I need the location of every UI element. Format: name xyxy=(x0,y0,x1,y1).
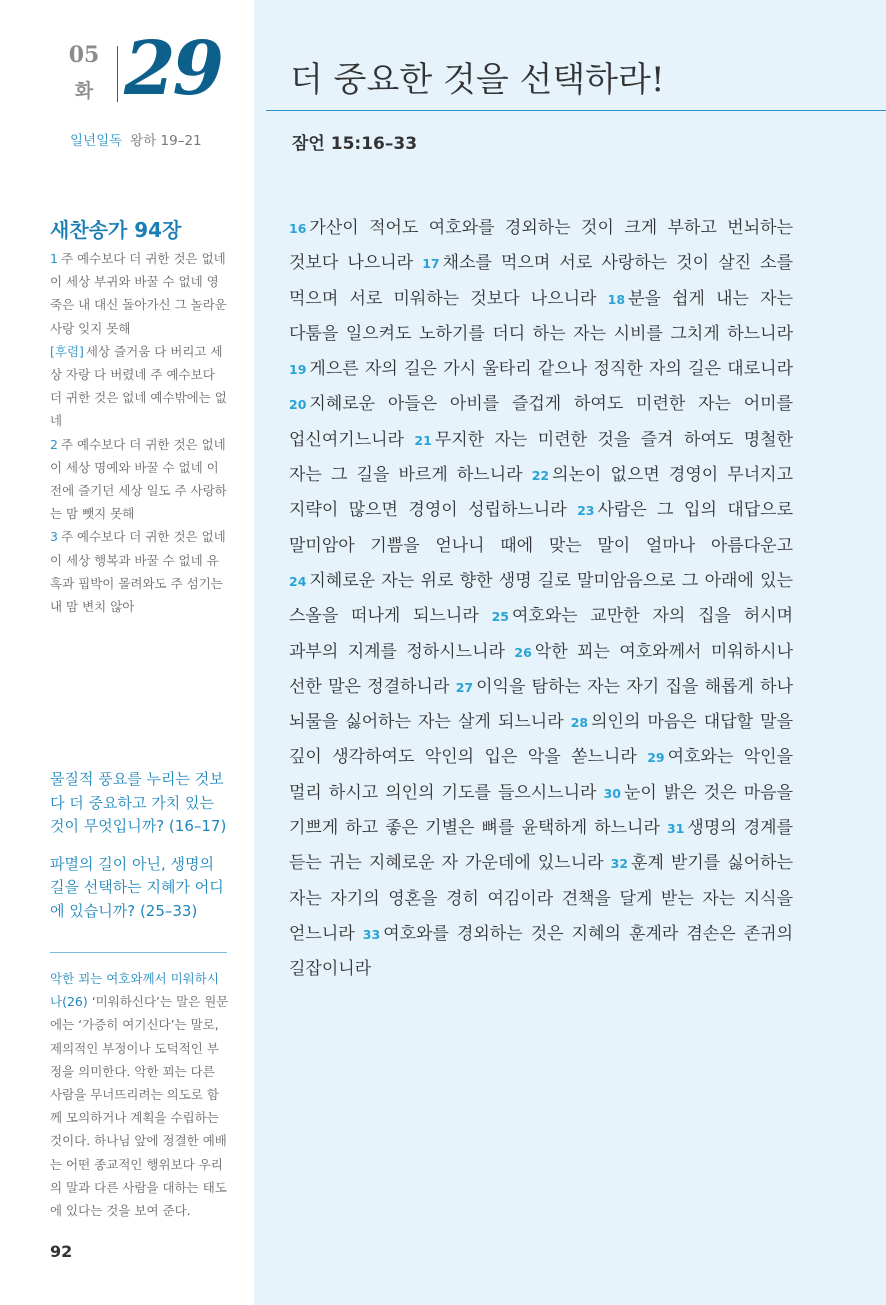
verse-number: 23 xyxy=(577,503,595,519)
stanza-number: 2 xyxy=(50,436,58,452)
verse-number: 32 xyxy=(610,856,629,872)
verse-text: 의인의 마음은 대답할 말을 깊이 생각하여도 악인의 입은 악을 쏟느니라 xyxy=(289,712,793,768)
verse-number: 33 xyxy=(362,926,381,942)
verse-number: 31 xyxy=(666,821,685,837)
hymn-stanza xyxy=(50,433,228,526)
title-rule xyxy=(266,110,886,111)
verse-text: 생명의 경계를 듣는 귀는 지혜로운 자 가운데에 있느니라 xyxy=(289,818,793,874)
note-divider xyxy=(50,952,227,953)
verse-number: 30 xyxy=(603,785,621,801)
verse-text: 분을 쉽게 내는 자는 다툼을 일으켜도 노하기를 더디 하는 자는 시비를 그치게 하느니라 xyxy=(289,288,793,344)
verse-number: 22 xyxy=(531,468,550,484)
verse-text: 게으른 자의 길은 가시 울타리 같으나 정직한 자의 길은 대로니라 xyxy=(309,359,793,380)
verse-number: 18 xyxy=(607,291,626,307)
stanza-text: 주 예수보다 더 귀한 것은 없네 이 세상 부귀와 바꿀 수 없네 영 죽은 내 대신 돌아가신 그 놀라운 사랑 잊지 못해 xyxy=(50,251,227,336)
hymn-chorus xyxy=(50,340,228,433)
day-number: 29 xyxy=(124,26,221,112)
reflection-questions xyxy=(50,768,232,937)
verse-number: 29 xyxy=(647,750,665,766)
verse-text: 이익을 탐하는 자는 자기 집을 해롭게 하나 뇌물을 싫어하는 자는 살게 되느니라 xyxy=(289,676,794,733)
verse-text: 의논이 없으면 경영이 무너지고 지략이 많으면 경영이 성립하느니라 xyxy=(289,465,793,521)
chorus-label: [후렴] xyxy=(50,343,84,359)
verse-text: 무지한 자는 미련한 것을 즐겨 하여도 명철한 자는 그 길을 바르게 하느니라 xyxy=(289,429,793,486)
note-text: ‘미워하신다’는 말은 원문에는 ‘가증히 여기신다’는 말로, 제의적인 부정이나 도덕적인 부정을 의미한다. 악한 꾀는 다른 사람을 무너뜨리려는 의도로 함께 모의하거나 계획을 수립하는 것이다. 하나님 앞에 정결한 예배는 어떤 종교적인 행위보다 우리의 말과 다른 사람을 대하는 태도에 있다는 것을 보여 준다. xyxy=(50,994,229,1219)
weekday-label: 화 xyxy=(74,80,94,102)
verse-text: 지혜로운 아들은 아비를 즐겁게 하여도 미련한 자는 어미를 업신여기느니라 xyxy=(289,394,793,450)
daily-reading-label: 일년일독 xyxy=(70,133,123,149)
hymn-stanza xyxy=(50,525,228,618)
verse-number: 26 xyxy=(514,644,532,660)
verse-text: 사람은 그 입의 대답으로 말미암아 기쁨을 얻나니 때에 맞는 말이 얼마나 아름다운고 xyxy=(289,500,794,556)
question-2: 파멸의 길이 아닌, 생명의 길을 선택하는 지혜가 어디에 있습니까? (25–33) xyxy=(50,854,224,920)
stanza-number: 3 xyxy=(50,529,58,545)
daily-reading-ref: 왕하 19–21 xyxy=(130,133,202,149)
stanza-text: 주 예수보다 더 귀한 것은 없네 이 세상 행복과 바꿀 수 없네 유혹과 핍박이 몰려와도 주 섬기는 내 맘 변치 않아 xyxy=(50,529,226,615)
verse-number: 19 xyxy=(289,362,307,378)
verse-number: 25 xyxy=(491,609,509,625)
scripture-text xyxy=(289,211,793,988)
verse-text: 가산이 적어도 여호와를 경외하는 것이 크게 부하고 번뇌하는 것보다 나으니라 xyxy=(289,218,793,274)
daily-reading xyxy=(70,129,202,149)
stanza-text: 세상 즐거움 다 버리고 세상 자랑 다 버렸네 주 예수보다 더 귀한 것은 없네 예수밖에는 없네 xyxy=(50,343,227,429)
hymn-title: 새찬송가 94장 xyxy=(50,218,182,242)
verse-text: 악한 꾀는 여호와께서 미워하시나 선한 말은 정결하니라 xyxy=(289,641,793,697)
verse-text: 여호와를 경외하는 것은 지혜의 훈계라 겸손은 존귀의 길잡이니라 xyxy=(289,923,793,980)
verse-text: 여호와는 악인을 멀리 하시고 의인의 기도를 들으시느니라 xyxy=(289,747,793,803)
verse-number: 28 xyxy=(570,715,589,731)
verse-text: 채소를 먹으며 서로 사랑하는 것이 살진 소를 먹으며 서로 미워하는 것보다 나으니라 xyxy=(289,253,794,309)
verse-number: 17 xyxy=(422,256,440,272)
passage-reference: 잠언 15:16–33 xyxy=(292,134,418,154)
verse-number: 21 xyxy=(414,432,432,448)
verse-number: 16 xyxy=(289,221,307,236)
verse-text: 훈계 받기를 싫어하는 자는 자기의 영혼을 경히 여김이라 견책을 달게 받는 자는 지식을 얻느니라 xyxy=(289,853,793,944)
verse-number: 20 xyxy=(289,397,307,413)
page-title: 더 중요한 것을 선택하라! xyxy=(290,60,665,100)
month-number: 05 xyxy=(68,42,100,68)
commentary-note xyxy=(50,967,230,1222)
verse-text: 지혜로운 자는 위로 향한 생명 길로 말미암음으로 그 아래에 있는 스올을 떠나게 되느니라 xyxy=(289,570,793,627)
verse-number: 27 xyxy=(455,679,474,695)
hymn-lyrics xyxy=(50,247,228,618)
date-divider xyxy=(117,46,118,102)
hymn-stanza xyxy=(50,247,228,340)
note-highlight: 악한 꾀는 여호와께서 미워하시나(26) xyxy=(50,971,219,1010)
verse-number: 24 xyxy=(289,573,307,589)
stanza-number: 1 xyxy=(50,251,58,266)
question-1: 물질적 풍요를 누리는 것보다 더 중요하고 가치 있는 것이 무엇입니까? (16–17) xyxy=(50,770,227,835)
verse-text: 여호와는 교만한 자의 집을 허시며 과부의 지계를 정하시느니라 xyxy=(289,606,793,662)
page-number: 92 xyxy=(50,1242,73,1261)
stanza-text: 주 예수보다 더 귀한 것은 없네 이 세상 명예와 바꿀 수 없네 이전에 즐기던 세상 일도 주 사랑하는 맘 뺏지 못해 xyxy=(50,436,227,522)
verse-text: 눈이 밝은 것은 마음을 기쁘게 하고 좋은 기별은 뼈를 윤택하게 하느니라 xyxy=(289,782,793,839)
